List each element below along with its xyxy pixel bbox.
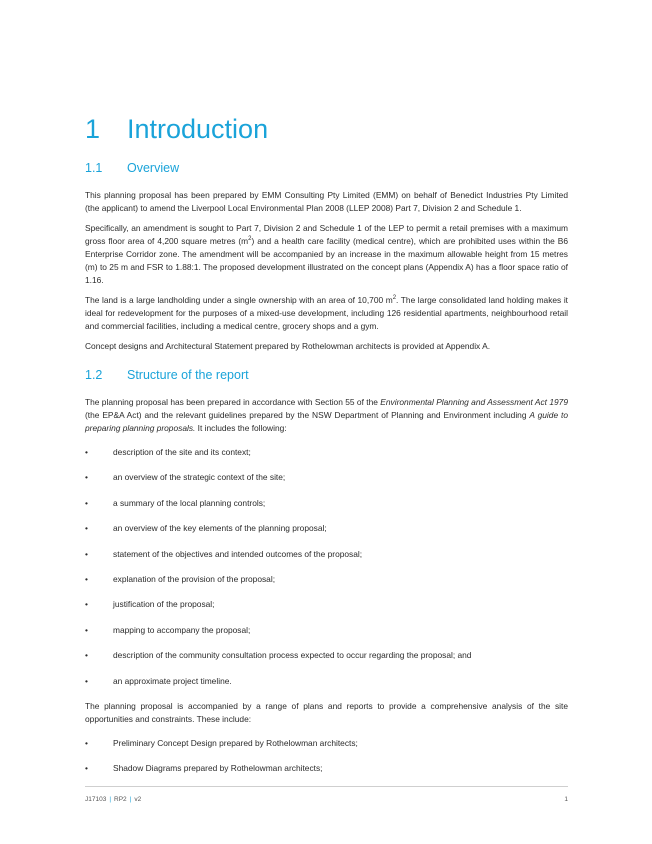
structure-intro-paragraph: The planning proposal has been prepared in accordance with Section 55 of the Environmental Planning and Assessment Act 1979 (the EP&A Act) and the relevant guidelines prepared by the NSW Department of Planning and Environment including A guide to preparing planning proposals. It includes the following: [85, 397, 569, 433]
bullet-icon: • [85, 523, 88, 534]
list-item: • description of the community consultation process expected to occur regarding the proposal; and [85, 650, 472, 661]
bullet-icon: • [85, 548, 88, 559]
overview-paragraph-1: This planning proposal has been prepared by EMM Consulting Pty Limited (EMM) on behalf of Benedict Industries Pty Limited (the applicant) to amend the Liverpool Local Environmental Plan 2008 (LLEP 2008) Part 7, Division 2 and Schedule 1. [85, 190, 568, 213]
bullet-icon: • [85, 624, 88, 635]
overview-paragraph-3: The land is a large landholding under a single ownership with an area of 10,700 $m^2$. The large consolidated land holding makes it ideal for redevelopment for the purposes of a mixed-use development, including 126 residential apartments, neighbourhood retail and commercial facilities, including a medical centre, grocery shops and a gym. [85, 295, 569, 331]
page-content [85, 112, 568, 787]
accompanying-reports-list [85, 737, 568, 775]
overview-paragraph-2: Specifically, an amendment is sought to Part 7, Division 2 and Schedule 1 of the LEP to permit a retail premises with a maximum gross floor area of 4,200 square metres $(m^2)$ and a health care facility (medical centre), which are prohibited uses within the B6 Enterprise Corridor zone. The amendment will be accompanied by an increase in the maximum allowable height from 15 metres (m) to 25 m and FSR to 1.88:1. The proposed development illustrated on the concept plans (Appendix A) has a floor space ratio of 1.16. [85, 223, 568, 285]
section-title: Overview [127, 161, 180, 175]
bullet-icon: • [85, 497, 88, 508]
page-footer [85, 786, 568, 805]
list-item: • a summary of the local planning controls; [85, 497, 266, 508]
list-item: • justification of the proposal; [85, 599, 215, 610]
bullet-icon: • [85, 650, 88, 661]
bullet-icon: • [85, 675, 88, 686]
list-item: • description of the site and its context; [85, 447, 251, 457]
section-heading-overview [85, 160, 568, 176]
section-number: 1.1 [85, 161, 103, 175]
list-item: • mapping to accompany the proposal; [85, 624, 251, 635]
bullet-icon: • [85, 599, 88, 610]
footer-reference: J17103 | RP2 | v2 [85, 796, 142, 803]
bullet-icon: • [85, 762, 88, 773]
list-item: • an approximate project timeline. [85, 675, 232, 686]
list-item: • Preliminary Concept Design prepared by Rothelowman architects; [85, 737, 358, 748]
bullet-icon: • [85, 472, 88, 483]
section-number: 1.2 [85, 368, 103, 382]
report-contents-list [85, 446, 568, 688]
bullet-icon: • [85, 447, 88, 457]
chapter-title: Introduction [127, 114, 269, 144]
page-number: 1 [564, 796, 568, 803]
list-item: • an overview of the strategic context of the site; [85, 472, 286, 483]
bullet-icon: • [85, 737, 88, 748]
section-title: Structure of the report [127, 368, 249, 382]
overview-paragraph-4: Concept designs and Architectural Statement prepared by Rothelowman architects is provided at Appendix A. [85, 341, 491, 351]
list-item: • statement of the objectives and intended outcomes of the proposal; [85, 548, 363, 559]
list-item: • explanation of the provision of the proposal; [85, 573, 276, 584]
plans-reports-paragraph: The planning proposal is accompanied by a range of plans and reports to provide a comprehensive analysis of the site opportunities and constraints. These include: [85, 700, 568, 724]
chapter-number: 1 [85, 114, 101, 144]
list-item: • an overview of the key elements of the planning proposal; [85, 523, 327, 534]
list-item: • Shadow Diagrams prepared by Rothelowman architects; [85, 762, 323, 773]
chapter-heading [85, 112, 568, 146]
bullet-icon: • [85, 573, 88, 584]
section-heading-structure [85, 367, 568, 383]
